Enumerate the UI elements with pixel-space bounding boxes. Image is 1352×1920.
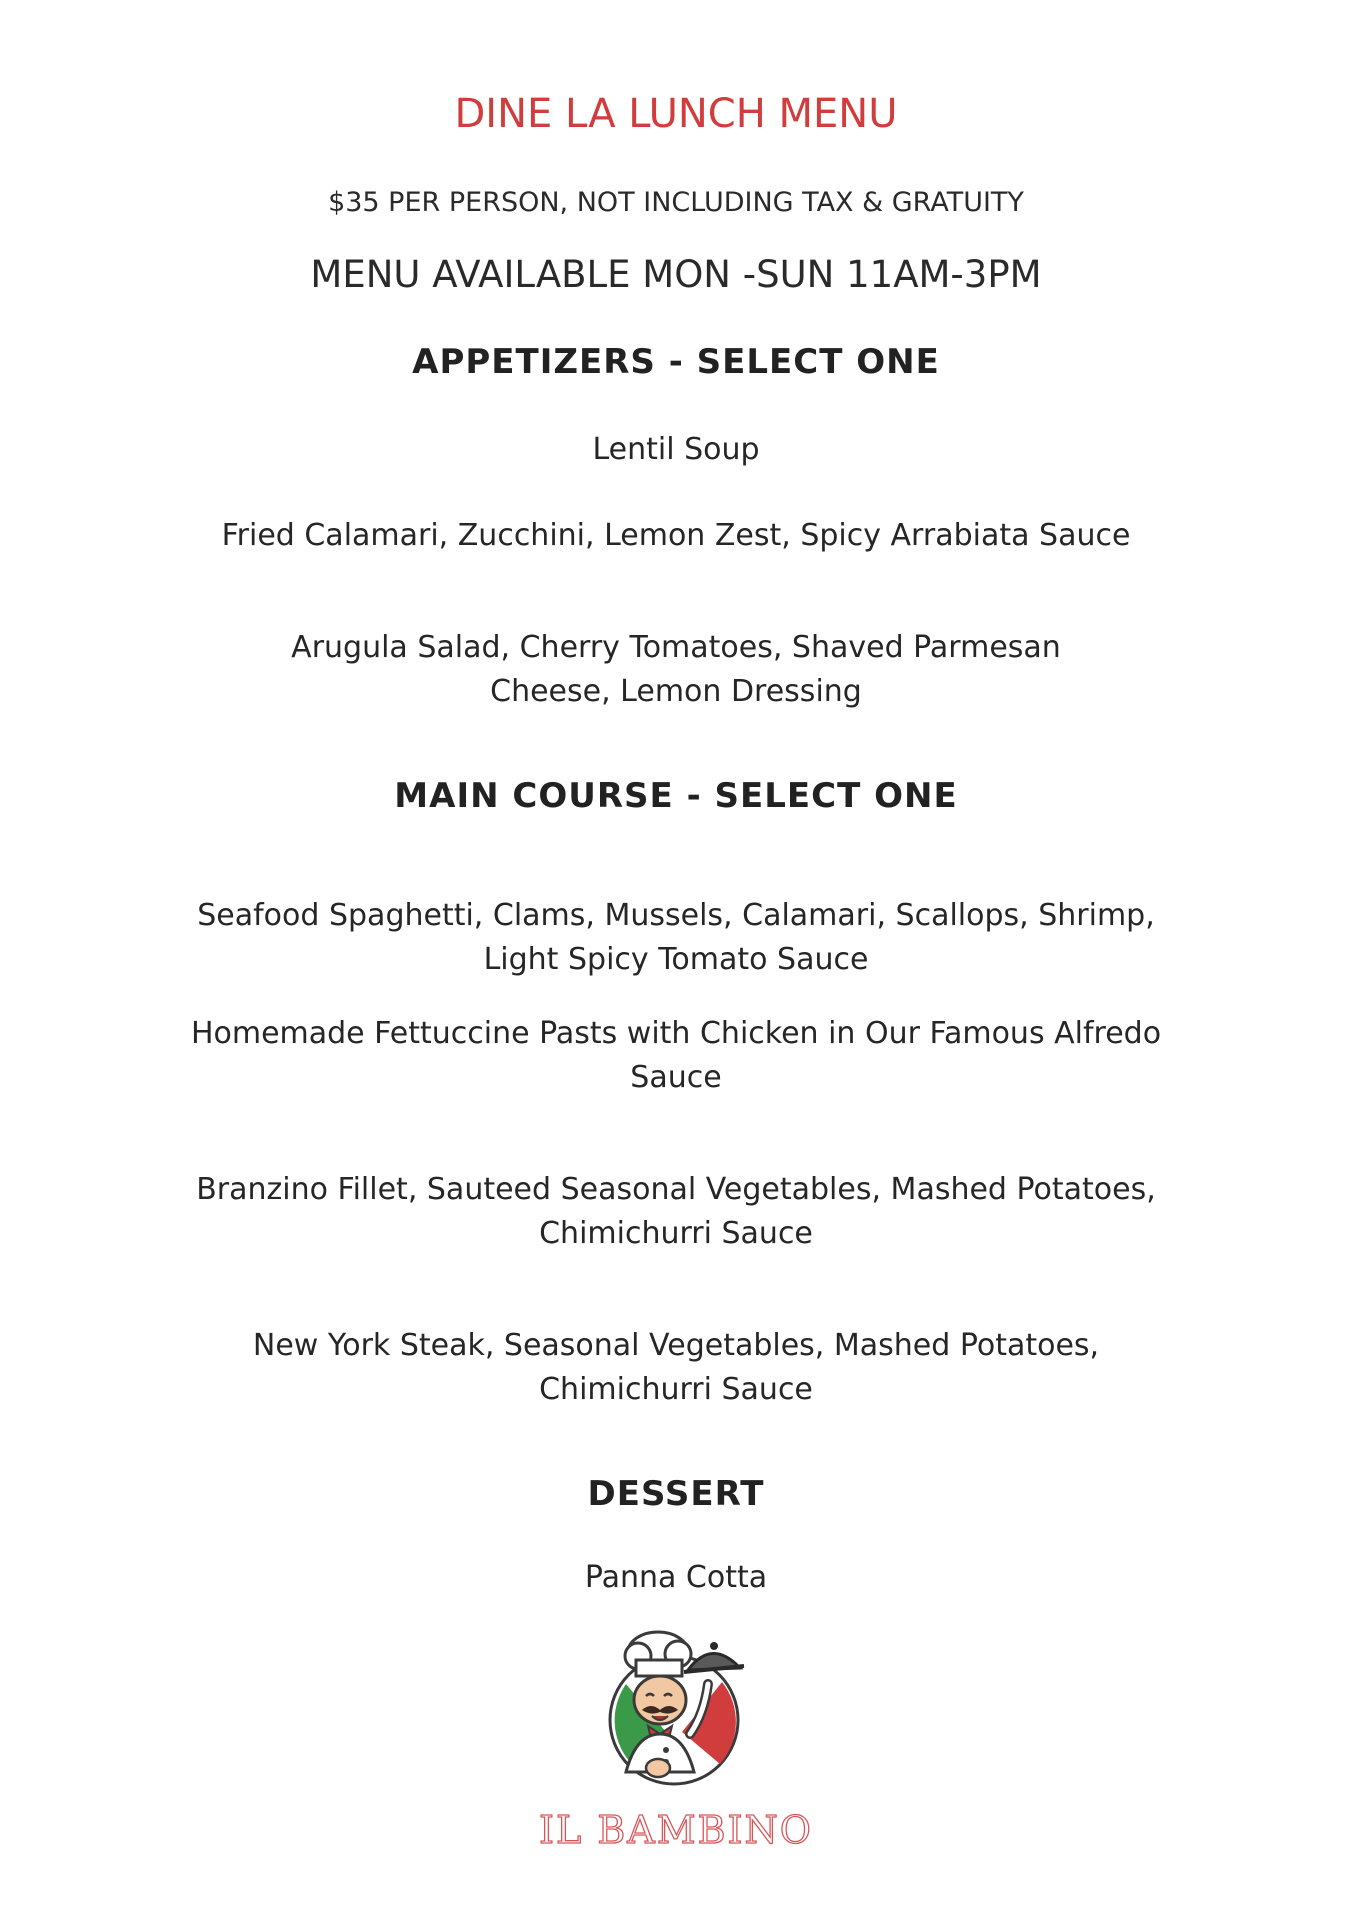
main-item-branzino-line-2: Chimichurri Sauce <box>539 1216 813 1251</box>
dessert-item-panna-cotta: Panna Cotta <box>584 1560 768 1595</box>
main-item-seafood-spaghetti-line-2: Light Spicy Tomato Sauce <box>483 942 869 977</box>
chef-with-cloche-logo-icon <box>596 1622 756 1792</box>
appetizer-item-arugula-salad-line-1: Arugula Salad, Cherry Tomatoes, Shaved Parmesan <box>291 630 1061 665</box>
appetizer-item-lentil-soup: Lentil Soup <box>592 432 760 467</box>
main-item-seafood-spaghetti-line-1: Seafood Spaghetti, Clams, Mussels, Calamari, Scallops, Shrimp, <box>197 898 1155 933</box>
appetizers-heading: APPETIZERS - SELECT ONE <box>412 342 940 382</box>
menu-title: DINE LA LUNCH MENU <box>454 91 898 137</box>
price-note: $35 PER PERSON, NOT INCLUDING TAX & GRATUITY <box>328 187 1024 218</box>
main-item-branzino-line-1: Branzino Fillet, Sauteed Seasonal Vegetables, Mashed Potatoes, <box>196 1172 1156 1207</box>
brand-name: IL BAMBINO <box>539 1808 813 1852</box>
main-item-ny-steak-line-1: New York Steak, Seasonal Vegetables, Mashed Potatoes, <box>252 1328 1100 1363</box>
main-item-ny-steak-line-2: Chimichurri Sauce <box>539 1372 813 1407</box>
main-item-fettuccine-line-1: Homemade Fettuccine Pasts with Chicken in Our Famous Alfredo <box>190 1016 1162 1051</box>
main-item-fettuccine-line-2: Sauce <box>630 1060 722 1095</box>
main-course-heading: MAIN COURSE - SELECT ONE <box>394 776 958 816</box>
appetizer-item-arugula-salad-line-2: Cheese, Lemon Dressing <box>490 674 862 709</box>
dessert-heading: DESSERT <box>587 1474 765 1514</box>
appetizer-item-fried-calamari: Fried Calamari, Zucchini, Lemon Zest, Spicy Arrabiata Sauce <box>221 518 1131 553</box>
availability-note: MENU AVAILABLE MON -SUN 11AM-3PM <box>310 253 1042 296</box>
